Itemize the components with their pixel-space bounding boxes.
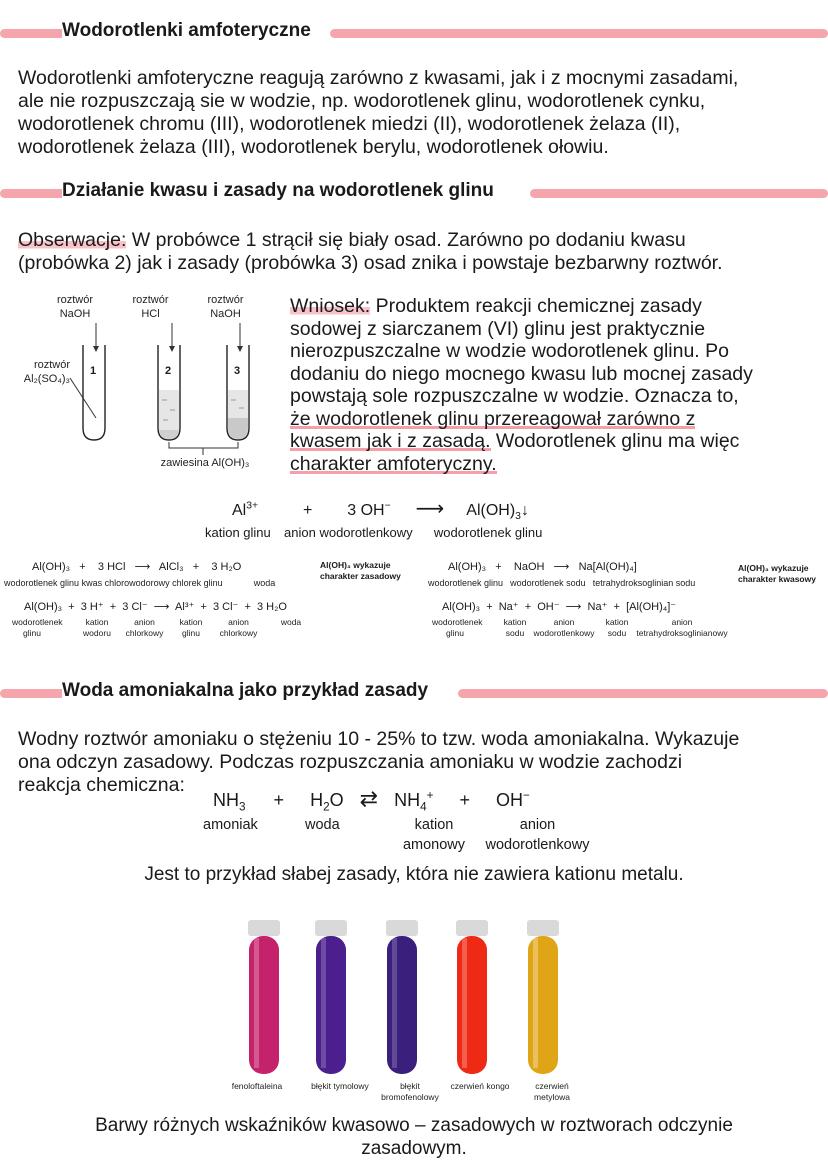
acid-reaction: Al(OH)₃ + 3 HCl ⟶ AlCl₃ + 3 H₂O wodorotlenek glinu kwas chlorowodorowy chlorek glinu woda Al(OH)₃ + 3 H⁺ + 3 Cl⁻ ⟶ Al³⁺ + 3 Cl⁻ + 3 H₂O wodorotlenek glinu kation wodoru anion chlorkowy kation glinu anion chlorkowy woda (4, 560, 314, 573)
tube-congo-red (456, 920, 488, 1074)
indicator-tubes-photo (220, 918, 600, 1080)
conclusion-paragraph: Wniosek: Produktem reakcji chemicznej zasady sodowej z siarczanem (VI) glinu jest praktycznie nierozpuszczalne w wodzie wodorotlenek glinu. Po dodaniu do niego mocnego kwasu lub mocnej zasady powstają sole rozpuszczalne w wodzie. Oznacza to, że wodorotlenek glinu przereagował zarówno z kwasem jak i z zasadą. Wodorotlenek glinu ma więc charakter amfoteryczny. (290, 295, 753, 475)
text-line: wodorotlenek żelaza (III), wodorotlenek berylu, wodorotlenek ołowiu. (18, 136, 609, 158)
indicator-caption: Barwy różnych wskaźników kwasowo – zasadowych w roztworach odczynie zasadowym. (95, 1115, 733, 1159)
tube-number-3: 3 (234, 365, 241, 377)
tube-thymol-blue (315, 920, 347, 1074)
base-equation-molecular: Al(OH)₃ + NaOH ⟶ Na[Al(OH)₄] (448, 561, 637, 573)
section-title-ammonia: Woda amoniakalna jako przykład zasady (62, 680, 434, 702)
ammonia-paragraph: Wodny roztwór amoniaku o stężeniu 10 - 25% to tzw. woda amoniakalna. Wykazuje ona odczyn zasadowy. Podczas rozpuszczania amoniaku w wodzie zachodzi reakcja chemiczna: (18, 728, 740, 796)
text-line: (probówka 2) jak i zasady (probówka 3) osad znika i powstaje bezbarwny roztwór. (18, 252, 723, 274)
base-equation-ionic: Al(OH)₃ + Na⁺ + OH⁻ ⟶ Na⁺ + [Al(OH)₄]⁻ (442, 601, 677, 613)
section-title-amphoteric: Wodorotlenki amfoteryczne (62, 20, 317, 42)
tube-methyl-red (527, 920, 559, 1074)
observations-paragraph: Obserwacje: W probówce 1 strącił się biały osad. Zarówno po dodaniu kwasu (probówka 2) jak i zasady (probówka 3) osad znika i powstaje bezbarwny roztwór. (18, 229, 823, 275)
conclusion-label: Wniosek: (290, 295, 371, 317)
base-note: Al(OH)₃ wykazuje charakter kwasowy (738, 563, 816, 584)
text-line: wodorotlenek chromu (III), wodorotlenek miedzi (II), wodorotlenek żelaza (II), (18, 113, 681, 135)
main-equation-labels: kation glinu anion wodorotlenkowy wodorotlenek glinu (205, 525, 543, 540)
acid-equation-ionic: Al(OH)₃ + 3 H⁺ + 3 Cl⁻ ⟶ Al³⁺ + 3 Cl⁻ + 3 H₂O (24, 601, 287, 613)
tube-number-1: 1 (90, 365, 97, 377)
text-line: Wodorotlenki amfoteryczne reagują zarówno z kwasami, jak i z mocnymi zasadami, (18, 67, 739, 89)
acid-note: Al(OH)₃ wykazuje charakter zasadowy (320, 560, 401, 581)
base-reaction: Al(OH)₃ + NaOH ⟶ Na[Al(OH)₄] wodorotlenek glinu wodorotlenek sodu tetrahydroksoglinian sodu Al(OH)₃ + Na⁺ + OH⁻ ⟶ Na⁺ + [Al(OH)₄]⁻ wodorotlenek glinu kation sodu anion wodorotlenkowy kation sodu anion tetrahydroksoglinianowy (428, 561, 728, 638)
section-title-acid-base: Działanie kwasu i zasady na wodorotlenek glinu (62, 180, 500, 202)
suspension-label: zawiesina Al(OH)₃ (160, 457, 250, 469)
section-header-1 (0, 20, 828, 46)
amphoteric-paragraph (18, 67, 818, 159)
tube-bromophenol-blue (386, 920, 418, 1074)
test-tubes-drawing (20, 290, 290, 480)
acid-equation-molecular: Al(OH)₃ + 3 HCl ⟶ AlCl₃ + 3 H₂O (32, 561, 242, 573)
tube-number-2: 2 (165, 365, 172, 377)
text-line: ale nie rozpuszczają sie w wodzie, np. wodorotlenek glinu, wodorotlenek cynku, (18, 90, 706, 112)
weak-base-summary: Jest to przykład słabej zasady, która nie zawiera kationu metalu. (144, 864, 684, 885)
section-header-3 (0, 680, 828, 706)
aluminium-hydroxide-equation: $Al^{3+} + 3$ OH− ⟶ $Al(OH)_3↓$ (232, 498, 529, 523)
ammonia-equation: $NH_3 + H_2O$ ⇄ $NH_4^+ + OH^-$ (213, 786, 530, 814)
tube-phenolphthalein (248, 920, 280, 1074)
observations-label: Obserwacje: (18, 229, 127, 251)
section-header-2 (0, 180, 828, 206)
test-tube-diagram: roztwór NaOH roztwór HCl roztwór NaOH roztwór Al₂(SO₄)₃ 1 2 3 zawiesina Al(OH)₃ (20, 290, 290, 480)
